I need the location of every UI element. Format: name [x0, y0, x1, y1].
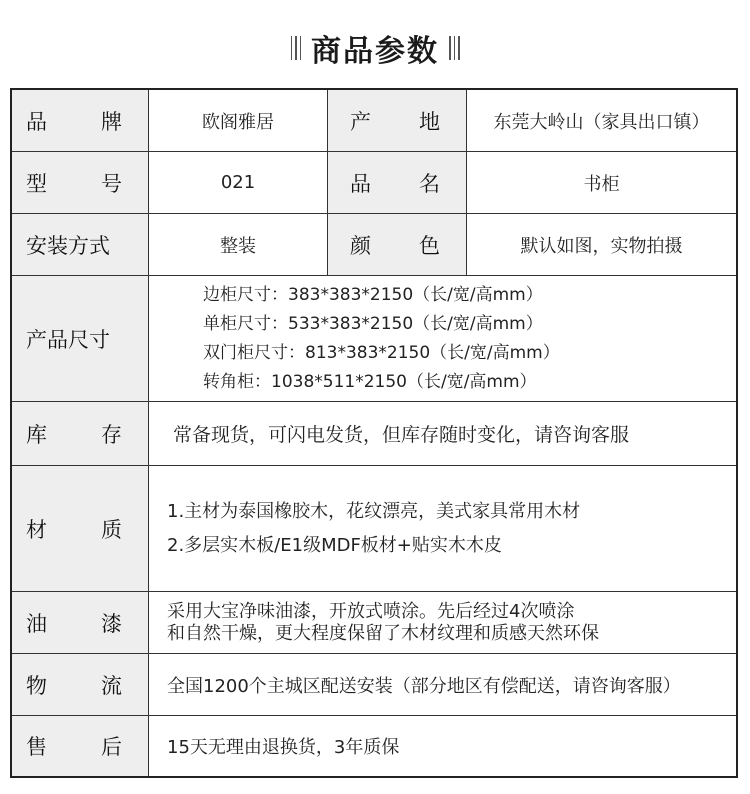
left-bars-decoration [291, 33, 302, 63]
size-value [149, 276, 736, 401]
page-title: 商品参数 [311, 34, 439, 69]
origin-value: 东莞大岭山（家具出口镇） [493, 111, 710, 133]
name-label: 品 名 [328, 152, 467, 213]
product-parameters-table [10, 88, 738, 778]
table-row-size [12, 276, 736, 402]
aftersale-label: 售 后 [12, 716, 149, 776]
paint-line: 采用大宝净味油漆，开放式喷涂。先后经过4次喷涂 [167, 600, 575, 622]
logistics-label: 物 流 [12, 654, 149, 715]
install-value: 整装 [149, 214, 328, 275]
table-row-material [12, 466, 736, 592]
size-line: 转角柜：1038*511*2150（长/宽/高mm） [203, 371, 537, 392]
right-bars-decoration [449, 33, 460, 63]
table-row-install [12, 214, 736, 276]
material-label: 材 质 [12, 466, 149, 591]
table-row-brand [12, 90, 736, 152]
model-label: 型 号 [12, 152, 149, 213]
size-line: 边柜尺寸：383*383*2150（长/宽/高mm） [203, 284, 543, 305]
section-header [0, 26, 750, 70]
table-row-model [12, 152, 736, 214]
table-row-paint [12, 592, 736, 654]
color-label: 颜 色 [328, 214, 467, 275]
origin-label: 产 地 [328, 90, 467, 151]
material-value [149, 466, 736, 591]
stock-label: 库 存 [12, 402, 149, 465]
name-value: 书柜 [583, 173, 620, 195]
table-row-stock [12, 402, 736, 466]
brand-label: 品 牌 [12, 90, 149, 151]
paint-label: 油 漆 [12, 592, 149, 653]
stock-value: 常备现货，可闪电发货，但库存随时变化，请咨询客服 [173, 424, 630, 446]
aftersale-value: 15天无理由退换货，3年质保 [167, 737, 400, 758]
color-value: 默认如图，实物拍摄 [520, 235, 683, 257]
brand-value: 欧阁雅居 [149, 90, 328, 151]
model-value: 021 [149, 152, 328, 213]
table-row-aftersale [12, 716, 736, 776]
logistics-value: 全国1200个主城区配送安装（部分地区有偿配送，请咨询客服） [167, 675, 681, 697]
size-line: 单柜尺寸：533*383*2150（长/宽/高mm） [203, 313, 543, 334]
material-line: 2.多层实木板/E1级MDF板材+贴实木木皮 [167, 534, 502, 556]
paint-value [149, 592, 736, 653]
install-label: 安装方式 [12, 214, 149, 275]
table-row-logistics [12, 654, 736, 716]
size-line: 双门柜尺寸：813*383*2150（长/宽/高mm） [203, 342, 560, 363]
paint-line: 和自然干燥，更大程度保留了木材纹理和质感天然环保 [167, 622, 599, 644]
material-line: 1.主材为泰国橡胶木，花纹漂亮，美式家具常用木材 [167, 500, 581, 522]
size-label: 产品尺寸 [12, 276, 149, 401]
